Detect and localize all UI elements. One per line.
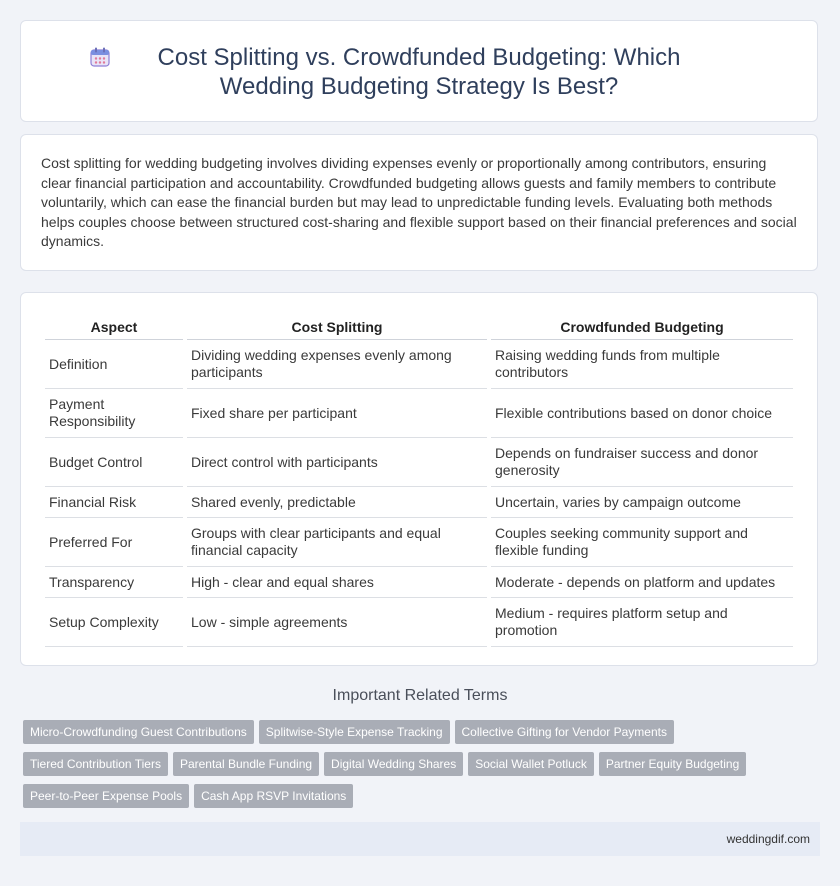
table-row bbox=[45, 438, 793, 487]
page-title: Cost Splitting vs. Crowdfunded Budgeting: Which Wedding Budgeting Strategy Is Best? bbox=[157, 44, 681, 100]
related-terms-heading: Important Related Terms bbox=[332, 687, 508, 704]
cell-aspect: Preferred For bbox=[45, 518, 183, 567]
intro-card bbox=[20, 134, 818, 271]
cell-crowdfunded: Flexible contributions based on donor choice bbox=[491, 389, 793, 438]
cell-cost-splitting: Low - simple agreements bbox=[187, 598, 487, 647]
table-row bbox=[45, 518, 793, 567]
related-term-tag[interactable]: Social Wallet Potluck bbox=[468, 752, 594, 776]
table-row bbox=[45, 389, 793, 438]
cell-cost-splitting: Shared evenly, predictable bbox=[187, 487, 487, 518]
cell-crowdfunded: Uncertain, varies by campaign outcome bbox=[491, 487, 793, 518]
comparison-table bbox=[41, 313, 797, 647]
related-term-tag[interactable]: Tiered Contribution Tiers bbox=[23, 752, 168, 776]
related-term-tag[interactable]: Parental Bundle Funding bbox=[173, 752, 319, 776]
header-cost-splitting: Cost Splitting bbox=[187, 313, 487, 340]
cell-cost-splitting: High - clear and equal shares bbox=[187, 567, 487, 598]
cell-crowdfunded: Moderate - depends on platform and updates bbox=[491, 567, 793, 598]
cell-crowdfunded: Couples seeking community support and flexible funding bbox=[491, 518, 793, 567]
cell-crowdfunded: Raising wedding funds from multiple contributors bbox=[491, 340, 793, 389]
footer-bar bbox=[20, 822, 820, 856]
related-term-tag[interactable]: Cash App RSVP Invitations bbox=[194, 784, 353, 808]
cell-cost-splitting: Fixed share per participant bbox=[187, 389, 487, 438]
cell-cost-splitting: Direct control with participants bbox=[187, 438, 487, 487]
related-terms-list bbox=[20, 720, 820, 816]
cell-aspect: Transparency bbox=[45, 567, 183, 598]
table-row bbox=[45, 340, 793, 389]
table-header-row bbox=[45, 313, 793, 340]
cell-cost-splitting: Dividing wedding expenses evenly among participants bbox=[187, 340, 487, 389]
cell-aspect: Setup Complexity bbox=[45, 598, 183, 647]
related-term-tag[interactable]: Splitwise-Style Expense Tracking bbox=[259, 720, 450, 744]
table-row bbox=[45, 598, 793, 647]
table-row bbox=[45, 567, 793, 598]
related-term-tag[interactable]: Digital Wedding Shares bbox=[324, 752, 463, 776]
footer-site-link[interactable]: weddingdif.com bbox=[726, 832, 810, 846]
cell-aspect: Payment Responsibility bbox=[45, 389, 183, 438]
cell-aspect: Definition bbox=[45, 340, 183, 389]
header-aspect: Aspect bbox=[45, 313, 183, 340]
cell-crowdfunded: Medium - requires platform setup and promotion bbox=[491, 598, 793, 647]
cell-aspect: Budget Control bbox=[45, 438, 183, 487]
related-term-tag[interactable]: Micro-Crowdfunding Guest Contributions bbox=[23, 720, 254, 744]
cell-aspect: Financial Risk bbox=[45, 487, 183, 518]
header-crowdfunded-budgeting: Crowdfunded Budgeting bbox=[491, 313, 793, 340]
related-term-tag[interactable]: Peer-to-Peer Expense Pools bbox=[23, 784, 189, 808]
table-row bbox=[45, 487, 793, 518]
related-term-tag[interactable]: Partner Equity Budgeting bbox=[599, 752, 746, 776]
related-term-tag[interactable]: Collective Gifting for Vendor Payments bbox=[455, 720, 674, 744]
title-card bbox=[20, 20, 818, 122]
intro-paragraph: Cost splitting for wedding budgeting involves dividing expenses evenly or proportionally among contributors, ensuring clear financial participation and accountability. Crowdfunded budgeting allows guests and family members to contribute voluntarily, which can ease the financial burden but may lead to unpredictable funding levels. Evaluating both methods helps couples choose between structured cost-sharing and flexible support based on their financial preferences and social dynamics. bbox=[41, 155, 797, 250]
comparison-table-card bbox=[20, 292, 818, 666]
cell-cost-splitting: Groups with clear participants and equal financial capacity bbox=[187, 518, 487, 567]
cell-crowdfunded: Depends on fundraiser success and donor generosity bbox=[491, 438, 793, 487]
